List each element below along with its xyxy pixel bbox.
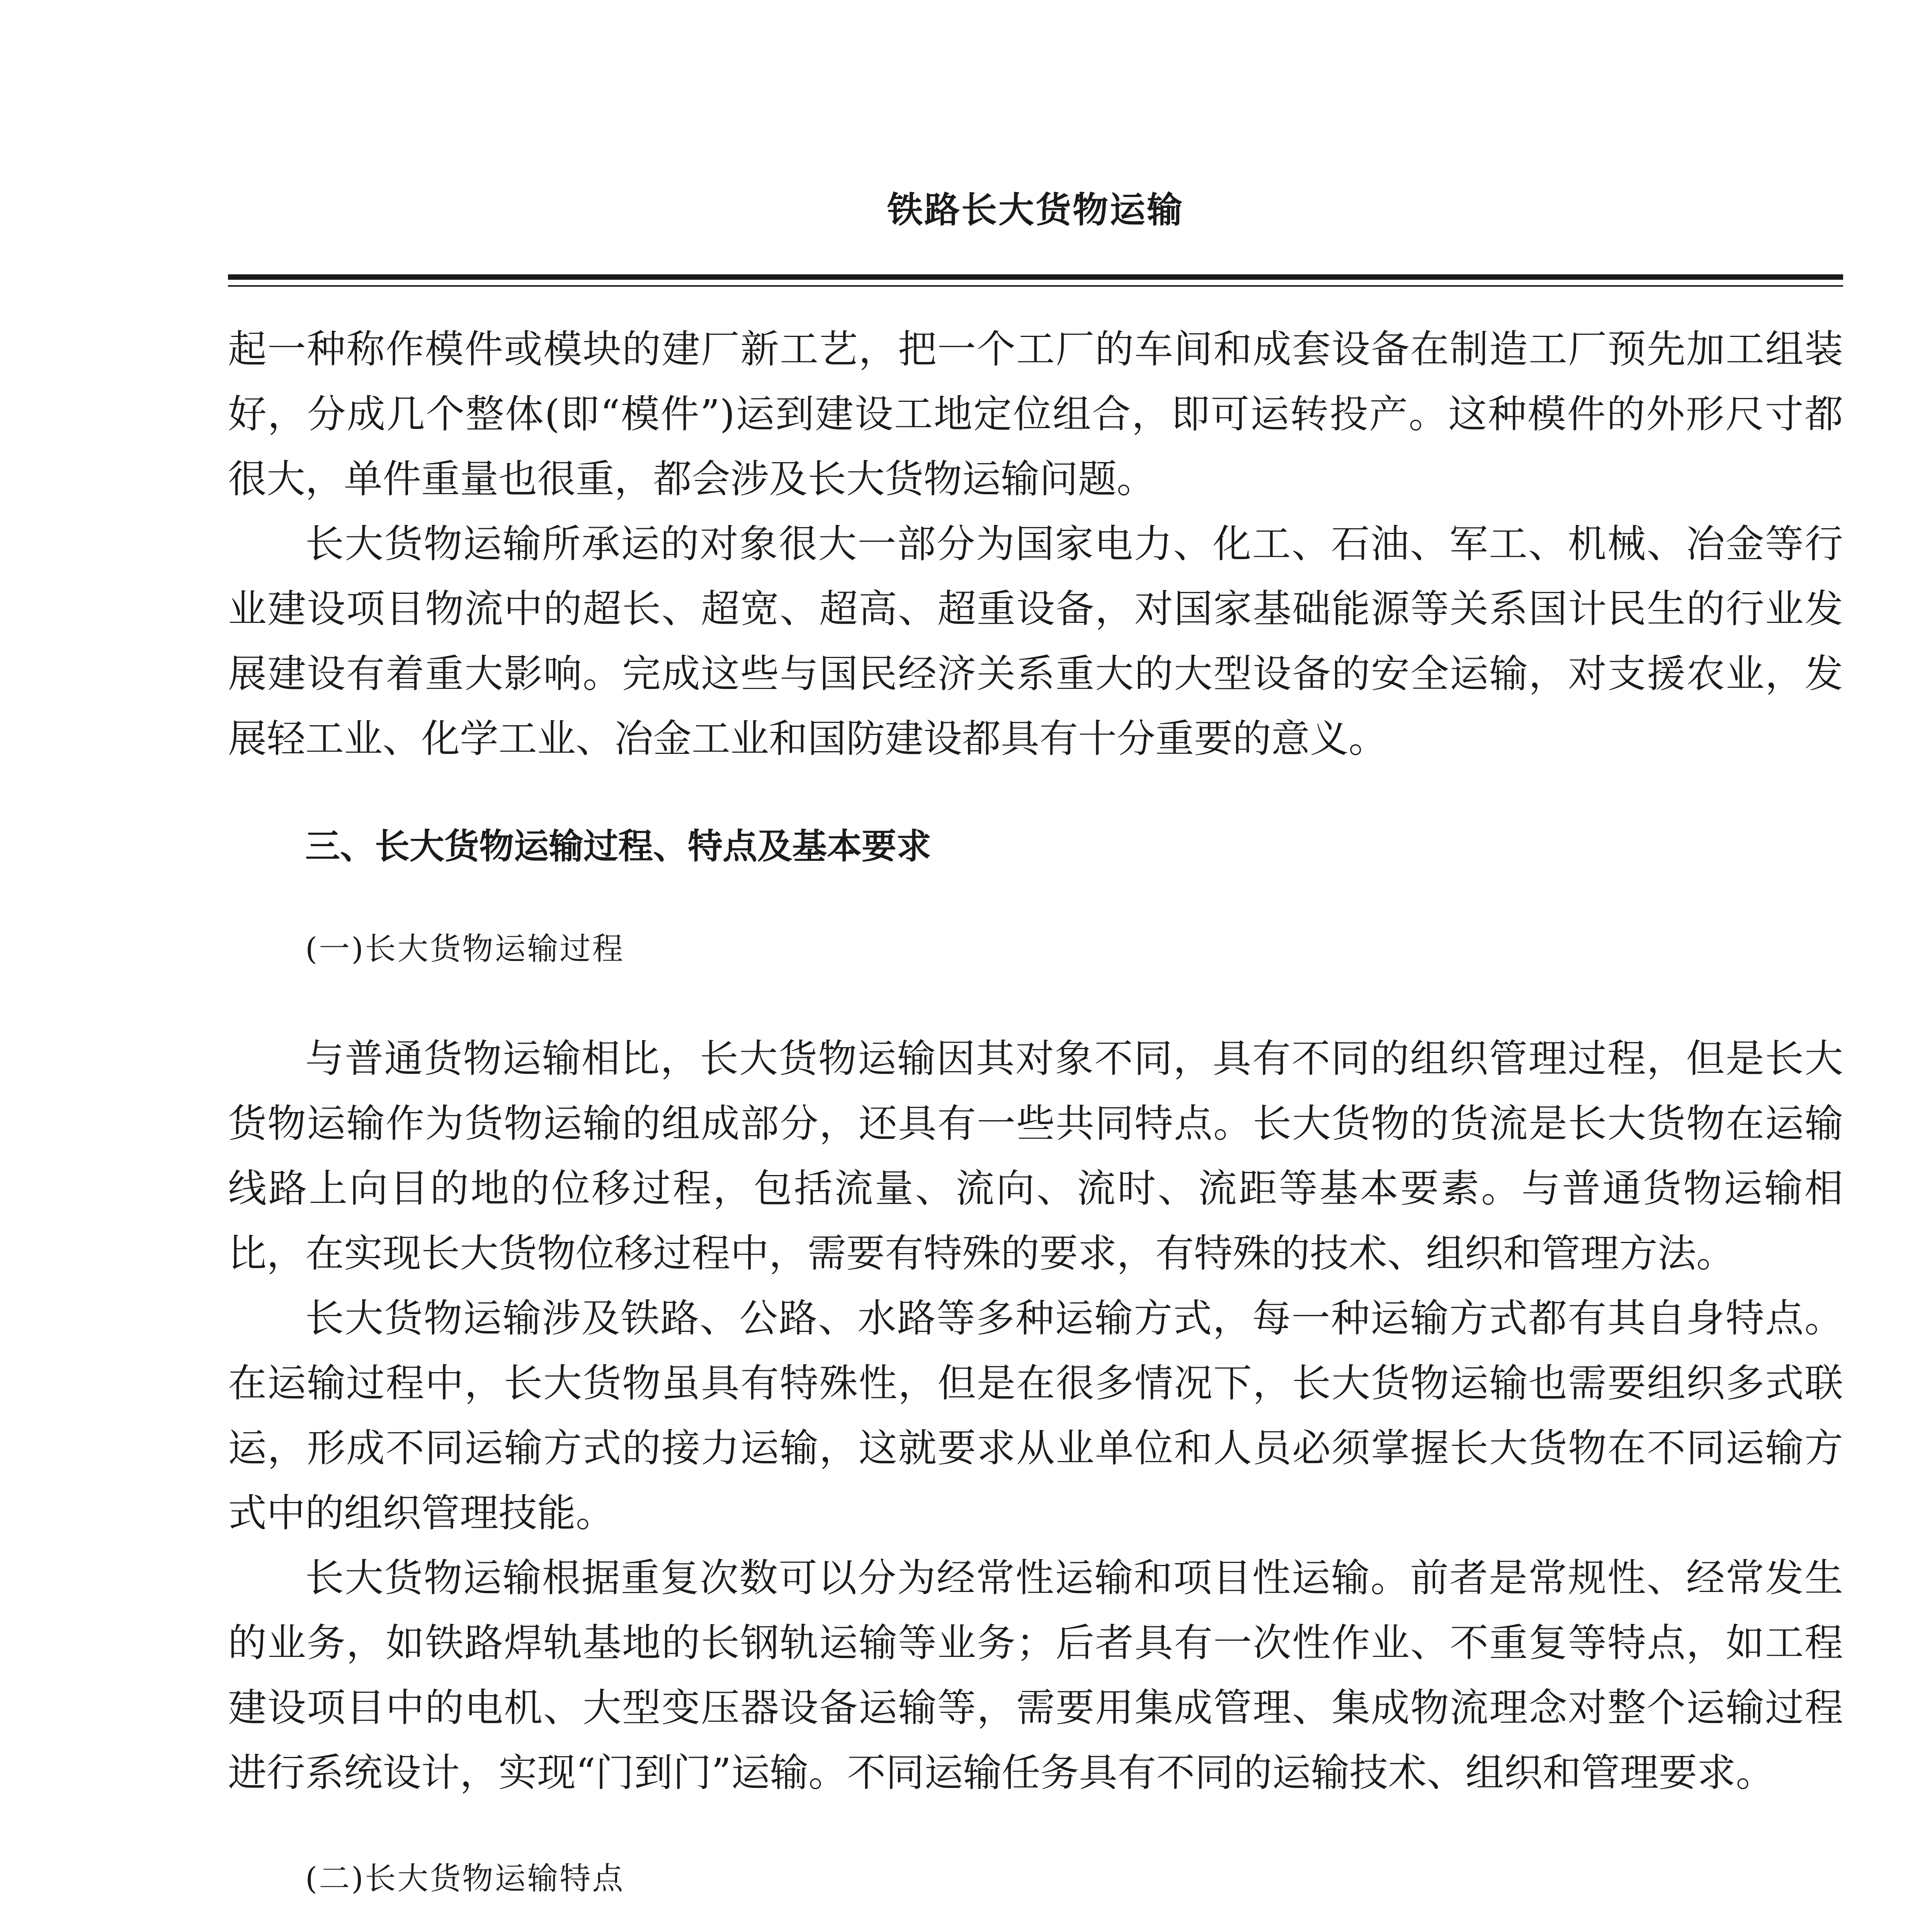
- header-rule-thin: [228, 285, 1843, 287]
- paragraph: 长大货物运输根据重复次数可以分为经常性运输和项目性运输。前者是常规性、经常发生的业务，如铁路焊轨基地的长钢轨运输等业务；后者具有一次性作业、不重复等特点，如工程建设项目中的电机、大型变压器设备运输等，需要用集成管理、集成物流理念对整个运输过程进行系统设计，实现“门到门”运输。不同运输任务具有不同的运输技术、组织和管理要求。: [228, 1555, 1843, 1795]
- paragraph: 与普通货物运输相比，长大货物运输因其对象不同，具有不同的组织管理过程，但是长大货物运输作为货物运输的组成部分，还具有一些共同特点。长大货物的货流是长大货物在运输线路上向目的地的位移过程，包括流量、流向、流时、流距等基本要素。与普通货物运输相比，在实现长大货物位移过程中，需要有特殊的要求，有特殊的技术、组织和管理方法。: [228, 1036, 1843, 1276]
- paragraph-continued: 起一种称作模件或模块的建厂新工艺，把一个工厂的车间和成套设备在制造工厂预先加工组装好，分成几个整体(即“模件”)运到建设工地定位组合，即可运转投产。这种模件的外形尺寸都很大，单件重量也很重，都会涉及长大货物运输问题。: [228, 327, 1843, 502]
- paragraph: 长大货物运输所承运的对象很大一部分为国家电力、化工、石油、军工、机械、冶金等行业建设项目物流中的超长、超宽、超高、超重设备，对国家基础能源等关系国计民生的行业发展建设有着重大影响。完成这些与国民经济关系重大的大型设备的安全运输，对支援农业，发展轻工业、化学工业、冶金工业和国防建设都具有十分重要的意义。: [228, 521, 1843, 761]
- subsection-heading: (二)长大货物运输特点: [305, 1861, 625, 1896]
- page-body: [228, 317, 1843, 1932]
- running-head-title: 铁路长大货物运输: [887, 189, 1184, 231]
- header-rule-thick: [228, 274, 1843, 280]
- subsection-heading: (一)长大货物运输过程: [305, 931, 625, 967]
- section-heading: 三、长大货物运输过程、特点及基本要求: [305, 826, 931, 867]
- paragraph: 长大货物运输涉及铁路、公路、水路等多种运输方式，每一种运输方式都有其自身特点。在运输过程中，长大货物虽具有特殊性，但是在很多情况下，长大货物运输也需要组织多式联运，形成不同运输方式的接力运输，这就要求从业单位和人员必须掌握长大货物在不同运输方式中的组织管理技能。: [228, 1296, 1843, 1536]
